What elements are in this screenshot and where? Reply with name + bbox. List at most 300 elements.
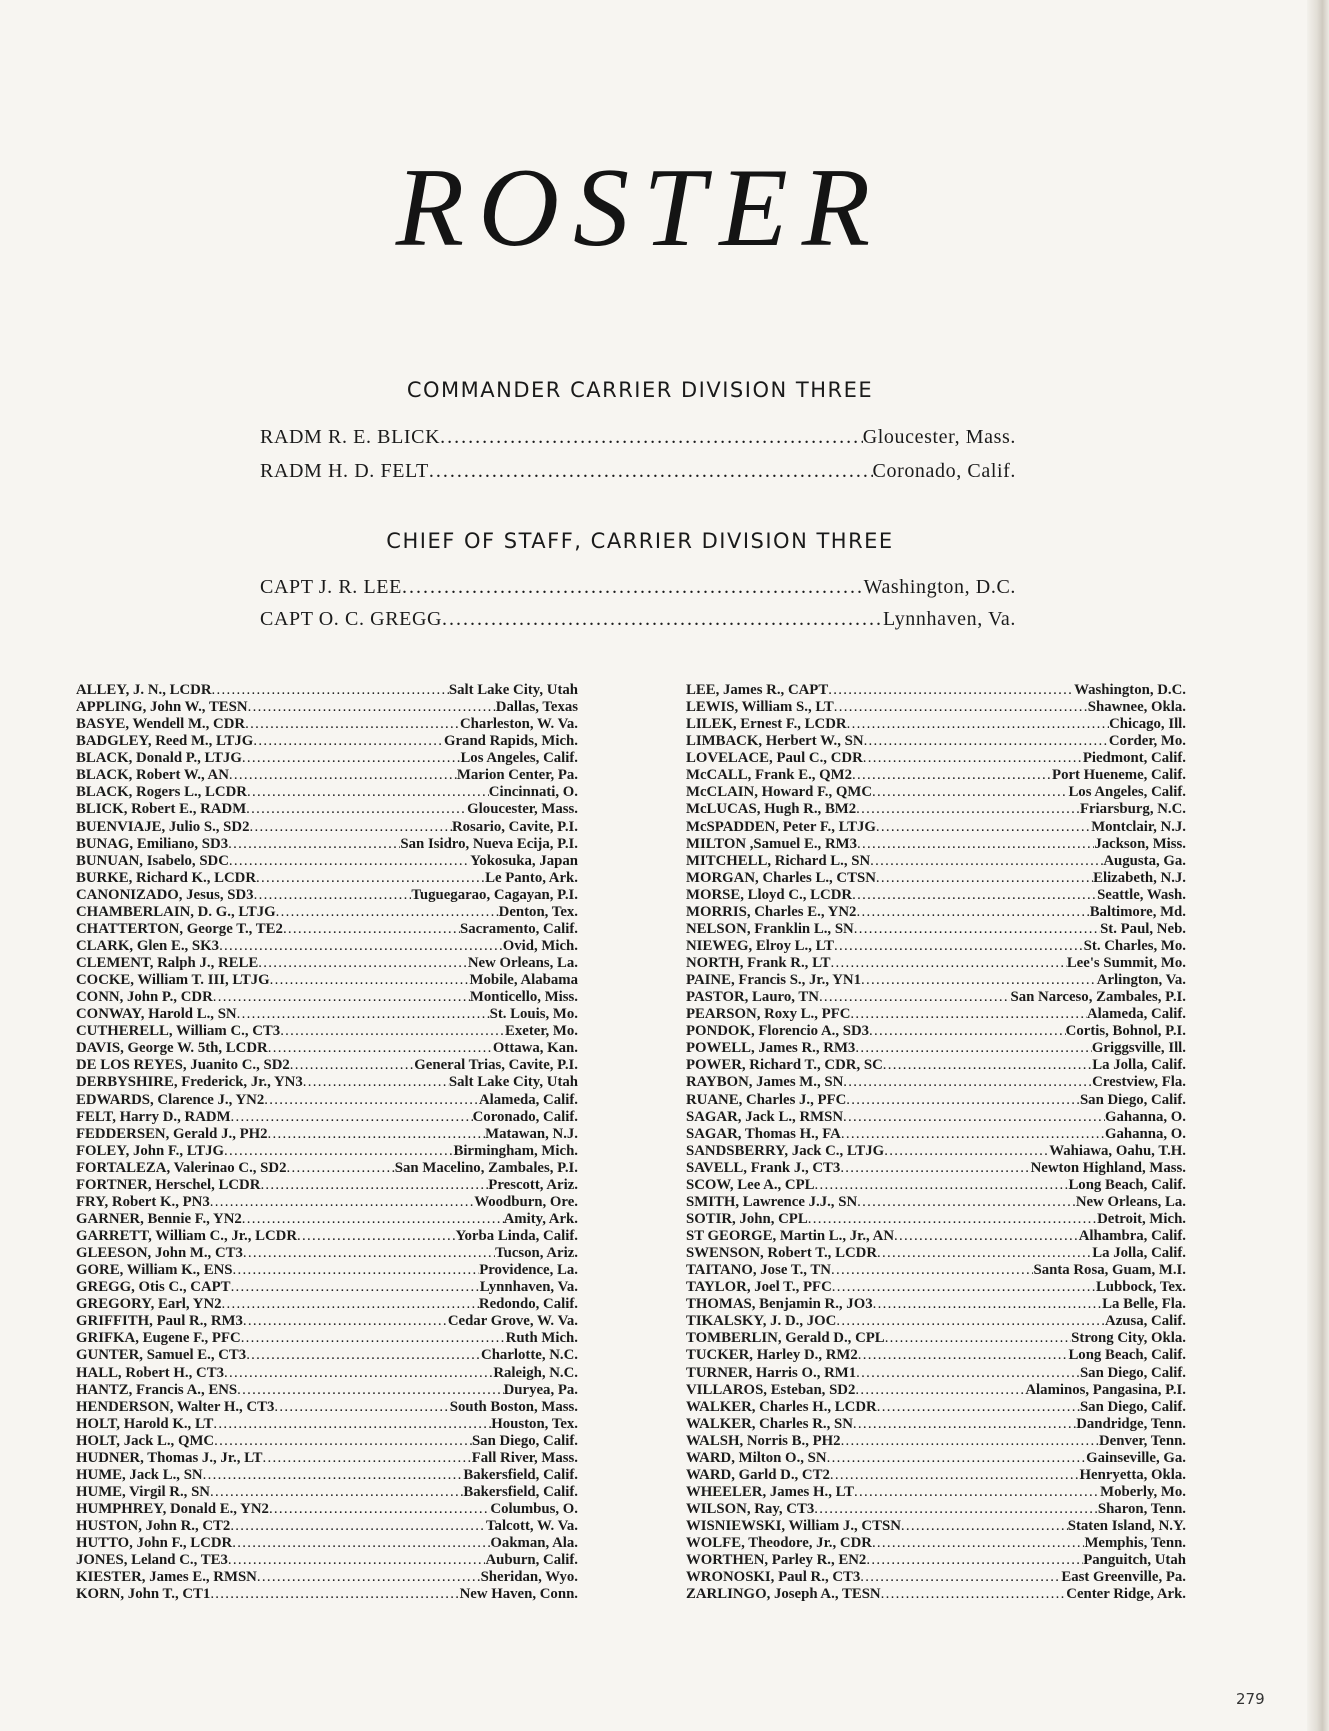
roster-place: St. Louis, Mo.	[489, 1006, 578, 1023]
roster-place: San Diego, Calif.	[1079, 1398, 1186, 1415]
roster-name: DERBYSHIRE, Frederick, Jr., YN3	[76, 1074, 303, 1091]
roster-entry	[686, 1160, 1186, 1177]
roster-place: Exeter, Mo.	[504, 1023, 578, 1040]
dot-leader	[877, 1399, 1080, 1416]
dot-leader	[258, 955, 468, 972]
roster-place: Prescott, Ariz.	[488, 1176, 578, 1193]
roster-place: Auburn, Calif.	[485, 1552, 578, 1569]
dot-leader	[242, 1211, 504, 1228]
roster-name: DE LOS REYES, Juanito C., SD2	[76, 1057, 290, 1074]
dot-leader	[872, 1535, 1085, 1552]
roster-entry	[686, 1126, 1186, 1143]
roster-entry	[686, 682, 1186, 699]
roster-entry	[686, 921, 1186, 938]
roster-name: BLACK, Rogers L., LCDR	[76, 784, 247, 801]
roster-place: Dallas, Texas	[495, 699, 578, 716]
roster-place: Sacramento, Calif.	[460, 920, 578, 937]
dot-leader	[884, 1143, 1049, 1160]
roster-place: La Jolla, Calif.	[1092, 1057, 1186, 1074]
roster-name: FORTNER, Herschel, LCDR	[76, 1176, 261, 1193]
staff-name: RADM H. D. FELT	[260, 460, 429, 482]
dot-leader	[876, 819, 1091, 836]
roster-place: La Jolla, Calif.	[1092, 1245, 1186, 1262]
roster-place: Friarsburg, N.C.	[1079, 801, 1186, 818]
staff-place: Lynnhaven, Va.	[882, 608, 1016, 630]
roster-name: TOMBERLIN, Gerald D., CPL	[686, 1330, 885, 1347]
roster-name: ALLEY, J. N., LCDR	[76, 682, 212, 698]
roster-name: MORSE, Lloyd C., LCDR	[686, 886, 853, 903]
dot-leader	[233, 1262, 480, 1279]
staff-name: CAPT O. C. GREGG	[260, 608, 443, 630]
roster-name: GRIFKA, Eugene F., PFC	[76, 1330, 241, 1347]
dot-leader	[864, 733, 1109, 750]
roster-column-left	[76, 682, 578, 1603]
roster-entry	[76, 1092, 578, 1109]
roster-entry	[686, 1347, 1186, 1364]
roster-name: POWELL, James R., RM3	[686, 1040, 856, 1057]
dot-leader	[245, 716, 460, 733]
roster-place: Montclair, N.J.	[1091, 818, 1186, 835]
roster-name: BUNAG, Emiliano, SD3	[76, 835, 229, 852]
roster-place: Griggsville, Ill.	[1091, 1040, 1186, 1057]
section-heading-chief-of-staff: CHIEF OF STAFF, CARRIER DIVISION THREE	[386, 529, 894, 553]
roster-name: LEE, James R., CAPT	[686, 682, 829, 698]
roster-place: Gahanna, O.	[1105, 1125, 1186, 1142]
roster-name: WISNIEWSKI, William J., CTSN	[686, 1518, 901, 1535]
roster-name: GLEESON, John M., CT3	[76, 1245, 243, 1262]
roster-place: St. Paul, Neb.	[1100, 920, 1186, 937]
roster-name: BLICK, Robert E., RADM	[76, 801, 247, 818]
roster-entry	[76, 1074, 578, 1091]
roster-place: San Narceso, Zambales, P.I.	[1010, 989, 1186, 1006]
roster-entry	[686, 750, 1186, 767]
roster-place: Alameda, Calif.	[478, 1091, 578, 1108]
roster-place: St. Charles, Mo.	[1083, 937, 1186, 954]
roster-place: Henryetta, Okla.	[1079, 1466, 1186, 1483]
roster-entry	[76, 1416, 578, 1433]
roster-place: Denton, Tex.	[498, 903, 578, 920]
dot-leader	[219, 938, 503, 955]
dot-leader	[283, 921, 460, 938]
roster-place: San Diego, Calif.	[1079, 1364, 1186, 1381]
roster-name: CUTHERELL, William C., CT3	[76, 1023, 281, 1040]
dot-leader	[253, 733, 444, 750]
roster-entry	[76, 870, 578, 887]
dot-leader	[857, 836, 1094, 853]
roster-entry	[686, 989, 1186, 1006]
roster-entry	[686, 1194, 1186, 1211]
roster-entry	[686, 972, 1186, 989]
roster-place: Salt Lake City, Utah	[448, 1074, 578, 1091]
dot-leader	[828, 682, 1074, 699]
roster-name: PAINE, Francis S., Jr., YN1	[686, 972, 861, 989]
roster-place: Cortis, Bohnol, P.I.	[1065, 1023, 1186, 1040]
dot-leader	[232, 1535, 490, 1552]
roster-entry	[76, 989, 578, 1006]
roster-place: Bakersfield, Calif.	[463, 1466, 578, 1483]
roster-entry	[76, 1279, 578, 1296]
roster-place: Long Beach, Calif.	[1068, 1347, 1186, 1364]
dot-leader	[210, 1484, 463, 1501]
dot-leader	[877, 1245, 1092, 1262]
roster-name: NIEWEG, Elroy L., LT	[686, 937, 835, 954]
roster-entry	[76, 1023, 578, 1040]
roster-entry	[76, 1143, 578, 1160]
roster-place: Mobile, Alabama	[469, 972, 578, 989]
roster-place: Redondo, Calif.	[478, 1296, 578, 1313]
roster-place: Yorba Linda, Calif.	[455, 1228, 578, 1244]
roster-name: CHATTERTON, George T., TE2	[76, 920, 283, 937]
roster-place: San Diego, Calif.	[1079, 1091, 1186, 1108]
roster-place: New Orleans, La.	[1075, 1193, 1186, 1210]
roster-name: TUCKER, Harley D., RM2	[686, 1347, 858, 1364]
roster-entry	[76, 836, 578, 853]
roster-place: Ottawa, Kan.	[492, 1040, 578, 1057]
roster-entry	[686, 1074, 1186, 1091]
roster-entry	[76, 1518, 578, 1535]
roster-place: Los Angeles, Calif.	[460, 750, 578, 767]
dot-leader	[870, 853, 1103, 870]
roster-name: CONN, John P., CDR	[76, 989, 213, 1006]
staff-name: RADM R. E. BLICK	[260, 426, 441, 448]
dot-leader	[269, 1501, 490, 1518]
roster-place: Talcott, W. Va.	[486, 1518, 578, 1535]
roster-entry	[76, 750, 578, 767]
roster-name: CONWAY, Harold L., SN	[76, 1006, 237, 1023]
roster-entry	[686, 1109, 1186, 1126]
roster-place: Alameda, Calif.	[1086, 1006, 1186, 1023]
roster-entry	[76, 699, 578, 716]
dot-leader	[815, 1177, 1069, 1194]
dot-leader	[402, 576, 864, 599]
roster-name: WARD, Milton O., SN	[686, 1449, 827, 1466]
roster-entry	[686, 801, 1186, 818]
staff-entry	[260, 608, 1016, 631]
roster-entry	[686, 1006, 1186, 1023]
dot-leader	[866, 1552, 1083, 1569]
roster-place: Sharon, Tenn.	[1097, 1501, 1186, 1517]
roster-entry	[76, 1399, 578, 1416]
roster-name: GARRETT, William C., Jr., LCDR	[76, 1228, 298, 1244]
roster-place: Chicago, Ill.	[1109, 716, 1186, 733]
roster-name: NELSON, Franklin L., SN	[686, 920, 854, 937]
dot-leader	[303, 1074, 449, 1091]
page-number: 279	[1236, 1690, 1265, 1708]
roster-entry	[76, 819, 578, 836]
roster-place: Gloucester, Mass.	[467, 801, 578, 818]
roster-entry	[76, 853, 578, 870]
roster-name: LILEK, Ernest F., LCDR	[686, 716, 847, 733]
dot-leader	[263, 1450, 472, 1467]
roster-entry	[686, 1023, 1186, 1040]
dot-leader	[442, 608, 883, 631]
dot-leader	[237, 1006, 490, 1023]
roster-place: Augusta, Ga.	[1103, 852, 1186, 869]
roster-entry	[76, 972, 578, 989]
roster-place: Yokosuka, Japan	[470, 852, 578, 869]
roster-place: Staten Island, N.Y.	[1067, 1518, 1186, 1535]
dot-leader	[857, 1194, 1076, 1211]
roster-entry	[686, 1313, 1186, 1330]
dot-leader	[856, 904, 1089, 921]
roster-name: HUDNER, Thomas J., Jr., LT	[76, 1449, 263, 1466]
dot-leader	[861, 972, 1097, 989]
roster-entry	[686, 733, 1186, 750]
roster-entry	[686, 836, 1186, 853]
roster-entry	[686, 716, 1186, 733]
roster-place: Baltimore, Md.	[1089, 903, 1186, 920]
dot-leader	[210, 1586, 459, 1603]
roster-name: COCKE, William T. III, LTJG	[76, 972, 270, 989]
roster-entry	[76, 682, 578, 699]
roster-place: Raleigh, N.C.	[493, 1364, 578, 1381]
dot-leader	[243, 1245, 495, 1262]
roster-name: SWENSON, Robert T., LCDR	[686, 1245, 878, 1262]
roster-name: HALL, Robert H., CT3	[76, 1364, 224, 1381]
roster-entry	[686, 1143, 1186, 1160]
dot-leader	[850, 1006, 1087, 1023]
roster-entry	[686, 1262, 1186, 1279]
dot-leader	[881, 1586, 1067, 1603]
dot-leader	[224, 1143, 453, 1160]
roster-place: Santa Rosa, Guam, M.I.	[1033, 1262, 1186, 1279]
roster-entry	[76, 921, 578, 938]
roster-name: HUMPHREY, Donald E., YN2	[76, 1501, 269, 1517]
roster-place: Coronado, Calif.	[472, 1108, 578, 1125]
roster-place: Newton Highland, Mass.	[1030, 1159, 1186, 1176]
dot-leader	[873, 1296, 1103, 1313]
roster-place: Panguitch, Utah	[1083, 1552, 1186, 1569]
roster-entry	[76, 1177, 578, 1194]
roster-name: PEARSON, Roxy L., PFC	[686, 1006, 851, 1023]
roster-place: New Haven, Conn.	[459, 1586, 578, 1603]
roster-place: Strong City, Okla.	[1071, 1330, 1186, 1347]
roster-name: RAYBON, James M., SN	[686, 1074, 844, 1091]
page-title: ROSTER	[395, 146, 885, 270]
roster-entry	[686, 1245, 1186, 1262]
roster-place: Fall River, Mass.	[471, 1449, 578, 1466]
dot-leader	[214, 1433, 472, 1450]
roster-name: GORE, William K., ENS	[76, 1262, 233, 1279]
roster-entry	[686, 1382, 1186, 1399]
roster-place: Lubbock, Tex.	[1095, 1279, 1186, 1296]
staff-place: Gloucester, Mass.	[862, 426, 1016, 448]
roster-name: LOVELACE, Paul C., CDR	[686, 750, 863, 767]
roster-entry	[76, 801, 578, 818]
roster-entry	[686, 767, 1186, 784]
roster-name: KIESTER, James E., RMSN	[76, 1569, 257, 1586]
roster-entry	[686, 1535, 1186, 1552]
roster-place: Matawan, N.J.	[485, 1125, 578, 1142]
roster-name: SAVELL, Frank J., CT3	[686, 1159, 841, 1176]
roster-name: WALKER, Charles H., LCDR	[686, 1398, 877, 1415]
dot-leader	[834, 699, 1088, 716]
dot-leader	[231, 1109, 473, 1126]
roster-name: MILTON ,Samuel E., RM3	[686, 835, 858, 852]
dot-leader	[246, 801, 467, 818]
roster-name: McCLAIN, Howard F., QMC	[686, 784, 873, 801]
roster-entry	[686, 1211, 1186, 1228]
roster-entry	[686, 1040, 1186, 1057]
roster-place: Le Panto, Ark.	[485, 869, 578, 886]
roster-name: WOLFE, Theodore, Jr., CDR	[686, 1535, 872, 1552]
roster-place: Rosario, Cavite, P.I.	[451, 818, 578, 835]
roster-entry	[686, 1450, 1186, 1467]
roster-entry	[76, 938, 578, 955]
roster-entry	[76, 1535, 578, 1552]
roster-name: HOLT, Harold K., LT	[76, 1415, 214, 1432]
roster-place: Arlington, Va.	[1096, 972, 1186, 989]
dot-leader	[854, 921, 1100, 938]
roster-place: San Isidro, Nueva Ecija, P.I.	[400, 835, 578, 852]
dot-leader	[290, 1057, 414, 1074]
roster-place: Detroit, Mich.	[1097, 1210, 1186, 1227]
roster-name: TIKALSKY, J. D., JOC	[686, 1313, 837, 1330]
dot-leader	[264, 1092, 479, 1109]
roster-name: CLEMENT, Ralph J., RELE	[76, 955, 259, 971]
roster-entry	[76, 1126, 578, 1143]
dot-leader	[243, 1313, 448, 1330]
roster-entry	[76, 1467, 578, 1484]
roster-name: JONES, Leland C., TE3	[76, 1552, 228, 1569]
roster-entry	[686, 887, 1186, 904]
roster-place: Oakman, Ala.	[490, 1535, 578, 1552]
dot-leader	[869, 1023, 1066, 1040]
dot-leader	[846, 1092, 1080, 1109]
dot-leader	[847, 716, 1110, 733]
roster-entry	[686, 1467, 1186, 1484]
roster-name: MORGAN, Charles L., CTSN	[686, 869, 876, 886]
dot-leader	[843, 1109, 1105, 1126]
roster-name: SAGAR, Jack L., RMSN	[686, 1108, 844, 1125]
roster-name: WORTHEN, Parley R., EN2	[686, 1552, 867, 1569]
roster-name: NORTH, Frank R., LT	[686, 955, 831, 971]
dot-leader	[841, 1126, 1105, 1143]
dot-leader	[843, 1074, 1092, 1091]
roster-place: Monticello, Miss.	[469, 989, 578, 1006]
dot-leader	[257, 1569, 481, 1586]
dot-leader	[256, 870, 485, 887]
section-heading-commander: COMMANDER CARRIER DIVISION THREE	[406, 378, 874, 402]
roster-place: Salt Lake City, Utah	[448, 682, 578, 698]
roster-name: McLUCAS, Hugh R., BM2	[686, 801, 857, 818]
roster-name: PONDOK, Florencio A., SD3	[686, 1023, 870, 1040]
roster-place: Alaminos, Pangasina, P.I.	[1025, 1381, 1186, 1398]
roster-place: Grand Rapids, Mich.	[443, 733, 578, 750]
roster-entry	[76, 1313, 578, 1330]
roster-entry	[686, 1399, 1186, 1416]
roster-entry	[686, 1484, 1186, 1501]
roster-entry	[76, 1365, 578, 1382]
dot-leader	[872, 784, 1068, 801]
roster-entry	[76, 1006, 578, 1023]
dot-leader	[241, 1330, 506, 1347]
dot-leader	[901, 1518, 1068, 1535]
roster-entry	[76, 904, 578, 921]
roster-entry	[686, 1296, 1186, 1313]
roster-entry	[686, 1518, 1186, 1535]
roster-place: Lee's Summit, Mo.	[1066, 955, 1186, 971]
roster-entry	[76, 784, 578, 801]
roster-place: Elizabeth, N.J.	[1093, 869, 1186, 886]
roster-name: McSPADDEN, Peter F., LTJG	[686, 818, 876, 835]
roster-entry	[76, 733, 578, 750]
staff-entry	[260, 426, 1016, 449]
dot-leader	[863, 750, 1083, 767]
roster-place: Birmingham, Mich.	[453, 1142, 578, 1159]
roster-entry	[76, 1109, 578, 1126]
roster-name: GRIFFITH, Paul R., RM3	[76, 1313, 243, 1330]
roster-place: Cedar Grove, W. Va.	[447, 1313, 578, 1330]
dot-leader	[814, 1501, 1098, 1518]
roster-name: HUME, Virgil R., SN	[76, 1483, 210, 1500]
roster-entry	[76, 1552, 578, 1569]
roster-name: SANDSBERRY, Jack C., LTJG	[686, 1142, 885, 1159]
roster-place: New Orleans, La.	[467, 955, 578, 971]
roster-entry	[76, 1382, 578, 1399]
roster-entry	[76, 1057, 578, 1074]
roster-name: SOTIR, John, CPL	[686, 1210, 808, 1227]
roster-entry	[686, 819, 1186, 836]
roster-name: FEDDERSEN, Gerald J., PH2	[76, 1125, 268, 1142]
roster-name: HUSTON, John R., CT2	[76, 1518, 231, 1535]
roster-place: Woodburn, Ore.	[474, 1193, 578, 1210]
roster-place: Denver, Tenn.	[1098, 1432, 1186, 1449]
roster-entry	[76, 1501, 578, 1518]
roster-place: Amity, Ark.	[503, 1210, 578, 1227]
roster-place: South Boston, Mass.	[449, 1398, 578, 1415]
staff-name: CAPT J. R. LEE	[260, 576, 402, 598]
roster-entry	[686, 1330, 1186, 1347]
dot-leader	[229, 853, 470, 870]
staff-entry	[260, 576, 1016, 599]
roster-name: CLARK, Glen E., SK3	[76, 937, 220, 954]
roster-name: BUENVIAJE, Julio S., SD2	[76, 818, 250, 835]
roster-name: WILSON, Ray, CT3	[686, 1501, 815, 1517]
roster-name: WALSH, Norris B., PH2	[686, 1432, 841, 1449]
roster-entry	[76, 1330, 578, 1347]
roster-entry	[76, 1484, 578, 1501]
dot-leader	[237, 1382, 503, 1399]
staff-place: Coronado, Calif.	[872, 460, 1016, 482]
roster-entry	[686, 784, 1186, 801]
page-edge	[1307, 0, 1329, 1731]
dot-leader	[203, 1467, 464, 1484]
roster-place: Wahiawa, Oahu, T.H.	[1049, 1142, 1186, 1159]
roster-place: San Diego, Calif.	[471, 1432, 578, 1449]
roster-place: Gainseville, Ga.	[1086, 1449, 1186, 1466]
roster-name: THOMAS, Benjamin R., JO3	[686, 1296, 873, 1313]
roster-entry	[686, 1228, 1186, 1245]
roster-name: ST GEORGE, Martin L., Jr., AN	[686, 1228, 895, 1244]
roster-name: EDWARDS, Clarence J., YN2	[76, 1091, 265, 1108]
roster-name: ZARLINGO, Joseph A., TESN	[686, 1586, 881, 1603]
roster-entry	[76, 767, 578, 784]
roster-name: SCOW, Lee A., CPL	[686, 1176, 815, 1193]
dot-leader	[832, 1279, 1096, 1296]
dot-leader	[230, 1518, 486, 1535]
dot-leader	[213, 989, 470, 1006]
roster-entry	[686, 904, 1186, 921]
dot-leader	[885, 1330, 1071, 1347]
roster-name: KORN, John T., CT1	[76, 1586, 211, 1603]
roster-name: CHAMBERLAIN, D. G., LTJG	[76, 903, 276, 920]
dot-leader	[830, 1467, 1080, 1484]
roster-entry	[686, 870, 1186, 887]
roster-place: Washington, D.C.	[1074, 682, 1186, 698]
roster-name: BLACK, Donald P., LTJG	[76, 750, 242, 767]
roster-place: General Trias, Cavite, P.I.	[414, 1057, 578, 1074]
